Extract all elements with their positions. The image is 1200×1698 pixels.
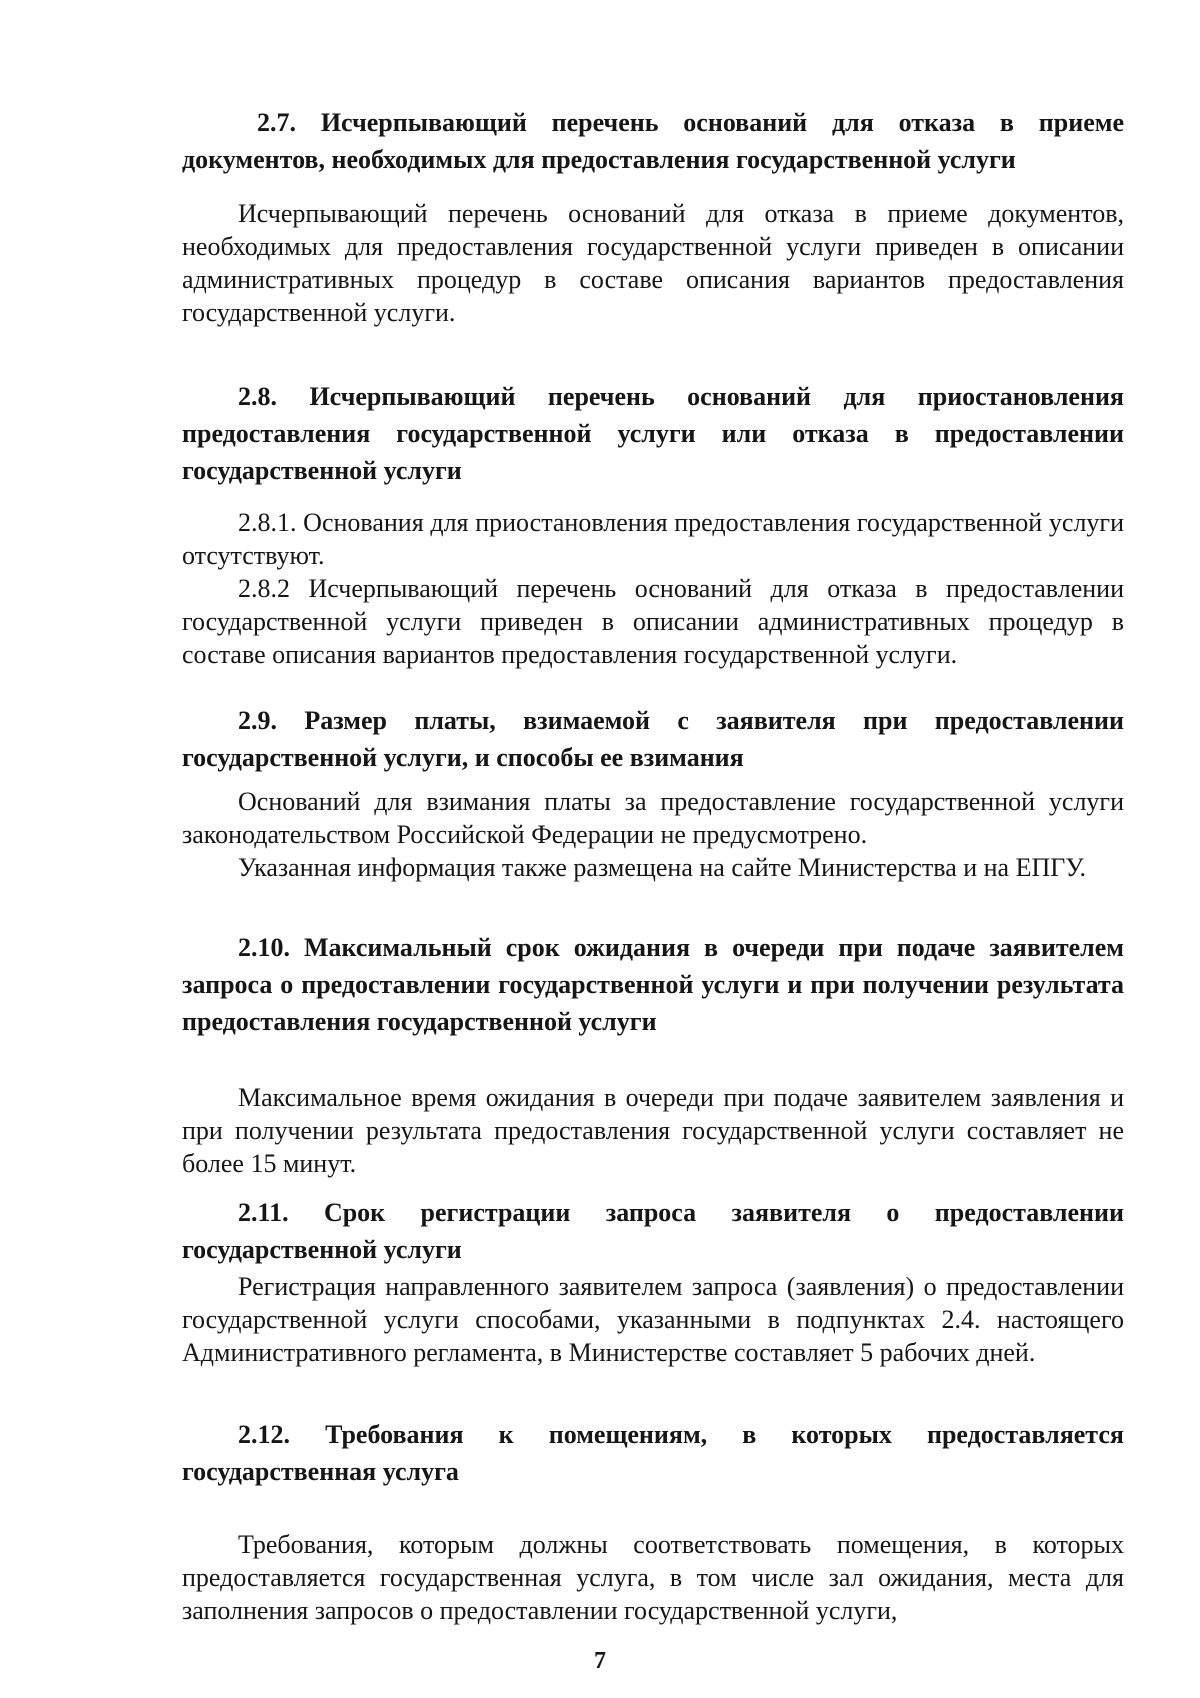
paragraph: 2.8.1. Основания для приостановления предоставления государственной услуги отсутствуют. xyxy=(182,508,1124,570)
section-2-12-body xyxy=(182,1528,1124,1627)
section-2-9-body xyxy=(182,785,1124,884)
section-heading: 2.12. Требования к помещениям, в которых предоставляется государственная услуга xyxy=(182,1420,1124,1486)
section-heading: 2.9. Размер платы, взимаемой с заявителя при предоставлении государственной услуги, и способы ее взимания xyxy=(182,706,1124,772)
paragraph: Регистрация направленного заявителем запроса (заявления) о предоставлении государственной услуги способами, указанными в подпунктах 2.4. настоящего Административного регламента, в Министерстве составляет 5 рабочих дней. xyxy=(182,1272,1124,1367)
section-2-8-body xyxy=(182,506,1124,671)
section-2-9 xyxy=(182,702,1124,776)
section-heading: 2.8. Исчерпывающий перечень оснований для приостановления предоставления государственной услуги или отказа в предоставлении государственной услуги xyxy=(182,382,1124,485)
page-number: 7 xyxy=(594,1648,606,1674)
section-heading: 2.7. Исчерпывающий перечень оснований для отказа в приеме документов, необходимых для предоставления государственной услуги xyxy=(182,108,1124,174)
paragraph: Оснований для взимания платы за предоставление государственной услуги законодательством Российской Федерации не предусмотрено. xyxy=(182,787,1124,849)
section-2-11-body xyxy=(182,1270,1124,1369)
section-2-8 xyxy=(182,378,1124,489)
section-heading: 2.11. Срок регистрации запроса заявителя о предоставлении государственной услуги xyxy=(182,1198,1124,1264)
section-2-7-body xyxy=(182,197,1124,329)
section-2-10 xyxy=(182,929,1124,1040)
paragraph: 2.8.2 Исчерпывающий перечень оснований для отказа в предоставлении государственной услуги приведен в описании административных процедур в составе описания вариантов предоставления государственной услуги. xyxy=(182,574,1124,669)
section-2-11 xyxy=(182,1194,1124,1268)
section-2-10-body xyxy=(182,1081,1124,1180)
section-2-7 xyxy=(182,104,1124,178)
paragraph: Указанная информация также размещена на сайте Министерства и на ЕПГУ. xyxy=(238,853,1086,882)
paragraph: Исчерпывающий перечень оснований для отказа в приеме документов, необходимых для предоставления государственной услуги приведен в описании административных процедур в составе описания вариантов предоставления государственной услуги. xyxy=(182,199,1124,327)
section-2-12 xyxy=(182,1416,1124,1490)
section-heading: 2.10. Максимальный срок ожидания в очереди при подаче заявителем запроса о предоставлении государственной услуги и при получении результата предоставления государственной услуги xyxy=(182,933,1124,1036)
paragraph: Максимальное время ожидания в очереди при подаче заявителем заявления и при получении результата предоставления государственной услуги составляет не более 15 минут. xyxy=(182,1083,1124,1178)
paragraph: Требования, которым должны соответствовать помещения, в которых предоставляется государственная услуга, в том числе зал ожидания, места для заполнения запросов о предоставлении государственной услуги, xyxy=(182,1530,1124,1625)
